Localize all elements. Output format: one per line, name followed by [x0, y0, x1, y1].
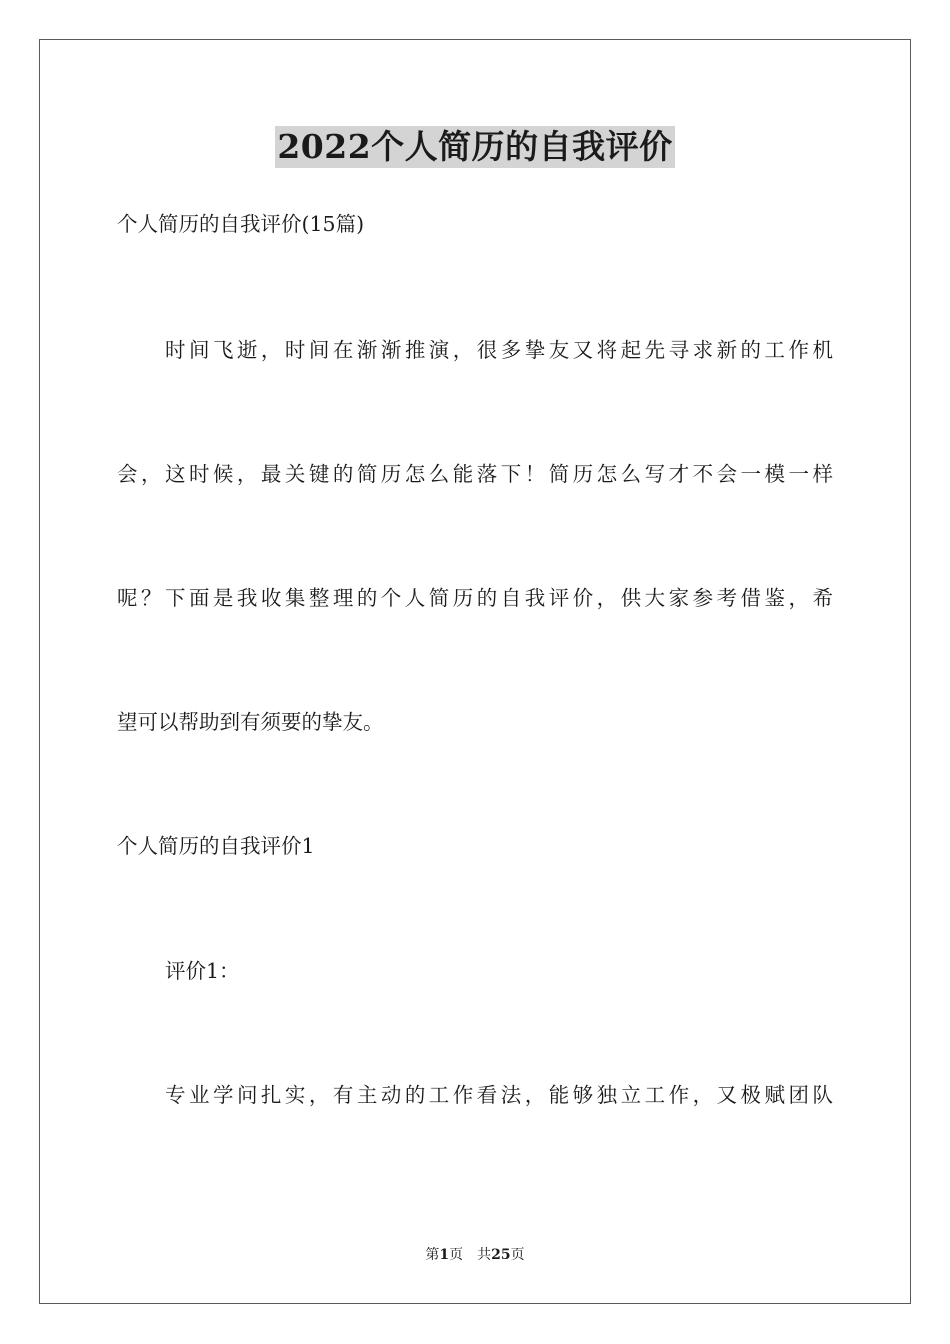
page-footer — [0, 1245, 950, 1265]
footer-prefix: 第 — [425, 1247, 440, 1263]
intro-line-4: 望可以帮助到有须要的挚友。 — [117, 710, 384, 734]
title-container — [0, 126, 950, 168]
footer-suffix: 页 — [510, 1247, 525, 1263]
item-label: 评价1： — [165, 959, 240, 983]
footer-total-pages: 25 — [491, 1247, 511, 1263]
intro-line-1: 时间飞逝，时间在渐渐推演，很多挚友又将起先寻求新的工作机 — [165, 338, 833, 362]
footer-mid: 页 共 — [449, 1247, 492, 1263]
intro-line-3: 呢？下面是我收集整理的个人简历的自我评价，供大家参考借鉴，希 — [117, 586, 833, 610]
body-line-1: 专业学问扎实，有主动的工作看法，能够独立工作，又极赋团队 — [165, 1083, 833, 1107]
footer-current-page: 1 — [439, 1247, 450, 1263]
section-heading: 个人简历的自我评价1 — [117, 834, 315, 858]
document-subtitle: 个人简历的自我评价(15篇) — [117, 212, 365, 236]
document-title: 2022个人简历的自我评价 — [277, 127, 673, 166]
intro-line-2: 会，这时候，最关键的简历怎么能落下！简历怎么写才不会一模一样 — [117, 462, 833, 486]
